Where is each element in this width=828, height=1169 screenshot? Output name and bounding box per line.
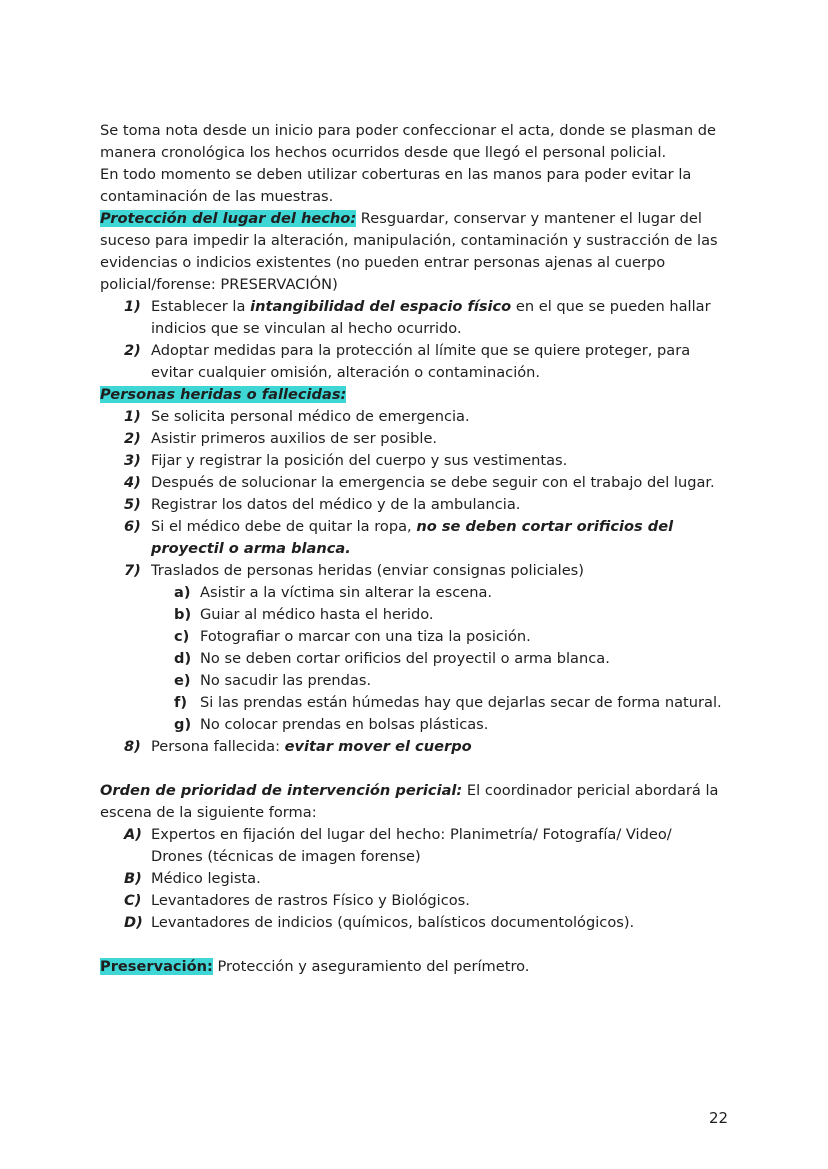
orden-heading: Orden de prioridad de intervención pericial: (100, 782, 463, 799)
list-item: 4) Después de solucionar la emergencia se debe seguir con el trabajo del lugar. (124, 474, 715, 491)
orden-paragraph: Orden de prioridad de intervención pericial: El coordinador pericial abordará la (100, 782, 719, 799)
sub-list-item: f) Si las prendas están húmedas hay que dejarlas secar de forma natural. (174, 694, 722, 711)
preservacion-paragraph: Preservación: Protección y aseguramiento del perímetro. (100, 958, 530, 975)
proteccion-line: policial/forense: PRESERVACIÓN) (100, 276, 338, 293)
intro-line: contaminación de las muestras. (100, 188, 334, 205)
list-item: 7) Traslados de personas heridas (enviar consignas policiales) (124, 562, 584, 579)
list-item-cont: indicios que se vinculan al hecho ocurrido. (151, 320, 462, 337)
list-item: 1) Se solicita personal médico de emergencia. (124, 408, 470, 425)
list-item: A) Expertos en fijación del lugar del hecho: Planimetría/ Fotografía/ Video/ (124, 826, 672, 843)
intro-line: Se toma nota desde un inicio para poder confeccionar el acta, donde se plasman de (100, 122, 717, 139)
list-item-cont: evitar cualquier omisión, alteración o contaminación. (151, 364, 541, 381)
intro-line: En todo momento se deben utilizar coberturas en las manos para poder evitar la (100, 166, 692, 183)
sub-list-item: e) No sacudir las prendas. (174, 672, 372, 689)
personas-heading-line (100, 384, 730, 406)
list-item: 1) Establecer la intangibilidad del espacio físico en el que se pueden hallar (124, 298, 711, 315)
intro-line: manera cronológica los hechos ocurridos desde que llegó el personal policial. (100, 144, 667, 161)
list-item: B) Médico legista. (124, 870, 261, 887)
preservacion-heading: Preservación: (100, 958, 213, 975)
list-item: D) Levantadores de indicios (químicos, balísticos documentológicos). (124, 914, 635, 931)
sub-list-item: c) Fotografiar o marcar con una tiza la posición. (174, 628, 531, 645)
list-item: 6) Si el médico debe de quitar la ropa, no se deben cortar orificios del (124, 518, 674, 535)
list-item-cont: Drones (técnicas de imagen forense) (151, 848, 421, 865)
page-number: 22 (709, 1109, 729, 1127)
proteccion-paragraph: Protección del lugar del hecho: Resguardar, conservar y mantener el lugar del (100, 210, 702, 227)
sub-list-item: g) No colocar prendas en bolsas plásticas. (174, 716, 489, 733)
spacer (100, 934, 730, 956)
personas-heading: Personas heridas o fallecidas: (100, 386, 347, 403)
proteccion-line: evidencias o indicios existentes (no pueden entrar personas ajenas al cuerpo (100, 254, 666, 271)
list-item: 3) Fijar y registrar la posición del cuerpo y sus vestimentas. (124, 452, 568, 469)
document-body (100, 120, 730, 978)
sub-list-item: a) Asistir a la víctima sin alterar la escena. (174, 584, 493, 601)
list-item: 2) Adoptar medidas para la protección al límite que se quiere proteger, para (124, 342, 691, 359)
spacer (100, 758, 730, 780)
orden-line: escena de la siguiente forma: (100, 804, 317, 821)
list-item: 8) Persona fallecida: evitar mover el cuerpo (124, 738, 472, 755)
proteccion-line: suceso para impedir la alteración, manipulación, contaminación y sustracción de las (100, 232, 718, 249)
proteccion-heading: Protección del lugar del hecho: (100, 210, 357, 227)
list-item: C) Levantadores de rastros Físico y Biológicos. (124, 892, 470, 909)
list-item: 5) Registrar los datos del médico y de la ambulancia. (124, 496, 521, 513)
sub-list-item: b) Guiar al médico hasta el herido. (174, 606, 434, 623)
list-item: 2) Asistir primeros auxilios de ser posible. (124, 430, 438, 447)
sub-list-item: d) No se deben cortar orificios del proyectil o arma blanca. (174, 650, 610, 667)
list-item-cont: proyectil o arma blanca. (151, 540, 351, 557)
